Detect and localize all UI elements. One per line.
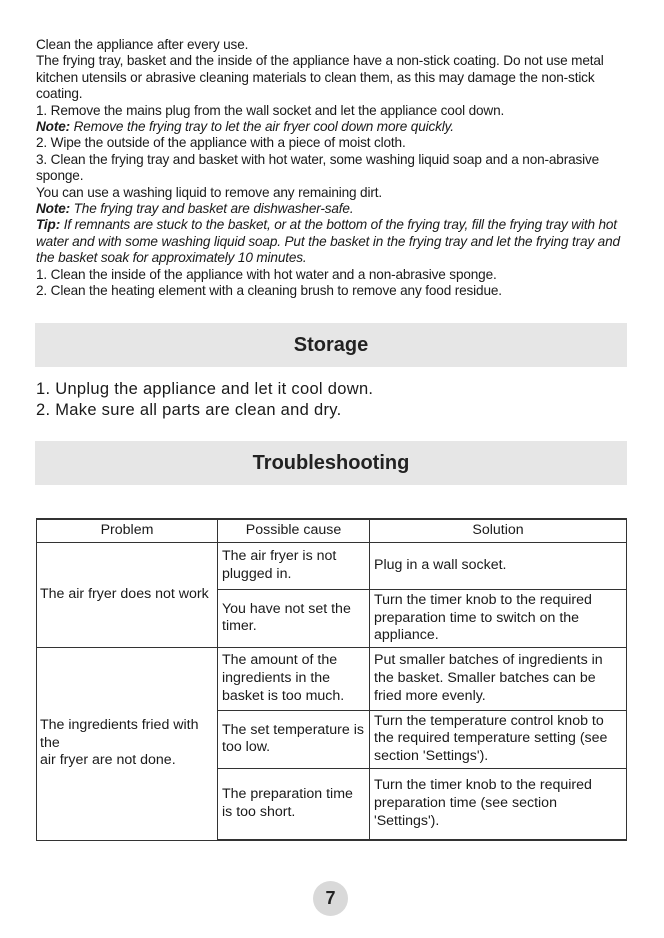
washing-liquid-line: You can use a washing liquid to remove any remaining dirt. xyxy=(36,184,382,200)
cleaning-step-2: 2. Wipe the outside of the appliance with a piece of moist cloth. xyxy=(36,135,406,151)
note-label: Note: xyxy=(36,201,70,217)
clean-heating-step: 2. Clean the heating element with a cleaning brush to remove any food residue. xyxy=(36,283,502,299)
storage-item: 1. Unplug the appliance and let it cool down. xyxy=(36,380,374,398)
note-text: The frying tray and basket are dishwasher-safe. xyxy=(70,201,354,217)
storage-heading: Storage xyxy=(35,323,627,367)
tip-soak xyxy=(36,217,640,266)
note-label: Note: xyxy=(36,119,70,135)
column-header-problem: Problem xyxy=(37,519,218,543)
cleaning-instructions xyxy=(36,37,640,300)
solution-cell: Turn the temperature control knob to the required temperature setting (see section 'Settings'). xyxy=(370,710,627,768)
note-dishwasher xyxy=(36,201,640,217)
storage-list xyxy=(36,379,626,421)
cause-cell: You have not set the timer. xyxy=(218,590,370,648)
column-header-solution: Solution xyxy=(370,519,627,543)
cleaning-step-1: 1. Remove the mains plug from the wall socket and let the appliance cool down. xyxy=(36,102,505,118)
problem-cell xyxy=(37,647,218,840)
tip-text: If remnants are stuck to the basket, or at the bottom of the frying tray, fill the frying tray with hot water and with some washing liquid soap. Put the basket in the frying tray and let the frying tray and the basket soak for approximately 10 minutes. xyxy=(36,217,620,266)
solution-cell: Put smaller batches of ingredients in the basket. Smaller batches can be fried more evenly. xyxy=(370,647,627,710)
note-text: Remove the frying tray to let the air fryer cool down more quickly. xyxy=(70,119,454,135)
problem-cell: The air fryer does not work xyxy=(37,543,218,648)
page-number-badge: 7 xyxy=(313,881,348,916)
table-row xyxy=(37,543,627,590)
column-header-cause: Possible cause xyxy=(218,519,370,543)
cause-cell: The set temperature is too low. xyxy=(218,710,370,768)
troubleshooting-table xyxy=(36,518,627,841)
cause-cell: The amount of the ingredients in the basket is too much. xyxy=(218,647,370,710)
solution-cell: Plug in a wall socket. xyxy=(370,543,627,590)
clean-inside-step: 1. Clean the inside of the appliance with hot water and a non-abrasive sponge. xyxy=(36,266,497,282)
solution-cell: Turn the timer knob to the required preparation time to switch on the appliance. xyxy=(370,590,627,648)
cause-cell: The air fryer is not plugged in. xyxy=(218,543,370,590)
note-cool-down xyxy=(36,119,640,135)
table-row xyxy=(37,647,627,710)
cleaning-intro: Clean the appliance after every use. xyxy=(36,37,249,52)
non-stick-warning: The frying tray, basket and the inside of the appliance have a non-stick coating. Do not use metal kitchen utensils or abrasive cleaning materials to clean them, as this may damage the non-stick coating. xyxy=(36,53,604,102)
cause-cell: The preparation time is too short. xyxy=(218,768,370,840)
solution-cell: Turn the timer knob to the required preparation time (see section 'Settings'). xyxy=(370,768,627,840)
tip-label: Tip: xyxy=(36,217,61,233)
problem-line: The ingredients fried with the xyxy=(40,717,199,751)
cleaning-step-3: 3. Clean the frying tray and basket with hot water, some washing liquid soap and a non-abrasive sponge. xyxy=(36,151,600,184)
table-header-row xyxy=(37,519,627,543)
storage-item: 2. Make sure all parts are clean and dry. xyxy=(36,401,342,419)
problem-line: air fryer are not done. xyxy=(40,752,176,769)
troubleshooting-heading: Troubleshooting xyxy=(35,441,627,485)
